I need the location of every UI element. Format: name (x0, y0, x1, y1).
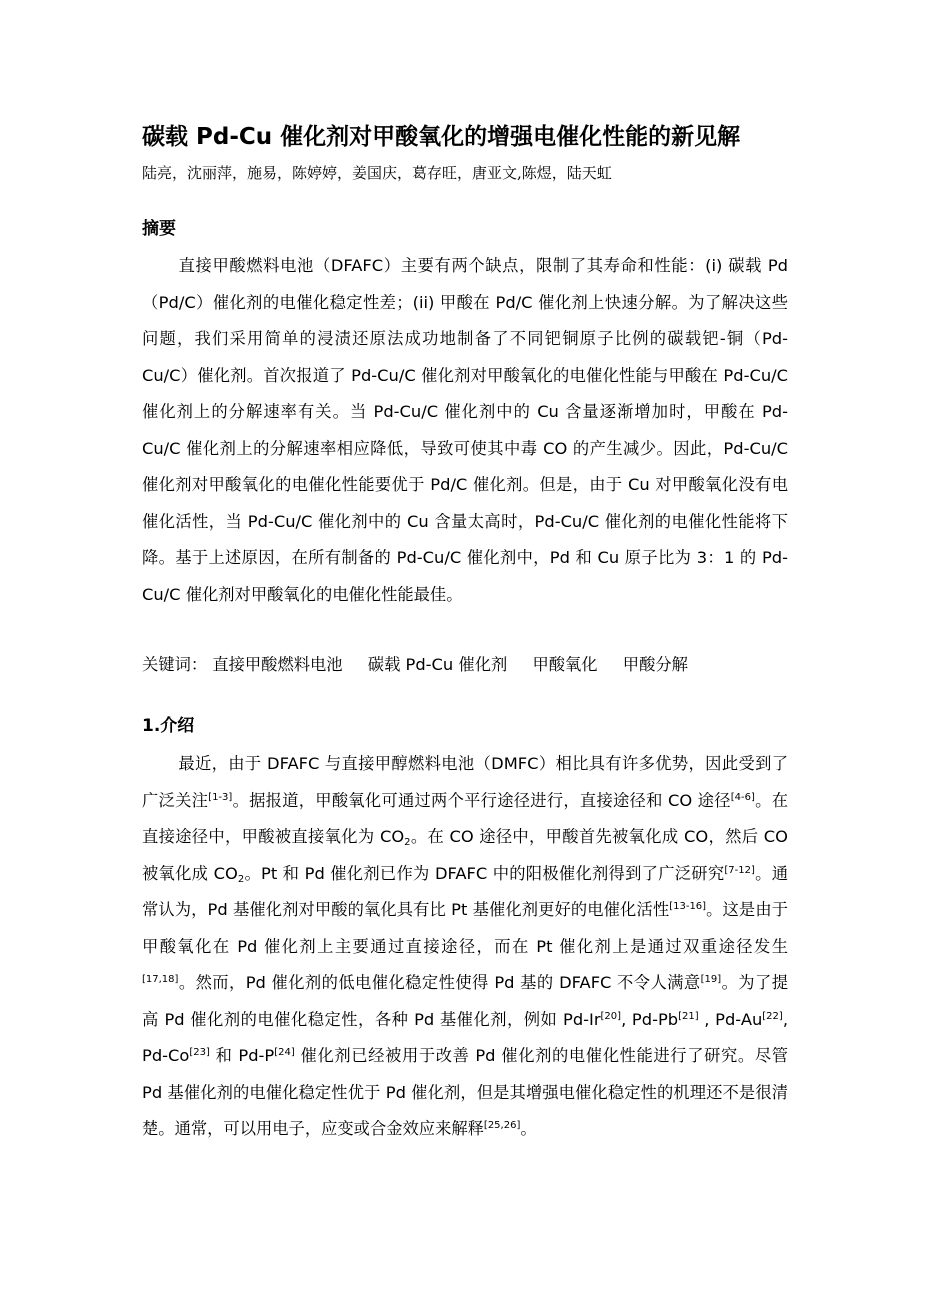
intro-text: 最近，由于 DFAFC 与直接甲醇燃料电池（DMFC）相比具有许多优势，因此受到了广泛关注 (142, 754, 788, 810)
keyword-item: 甲酸分解 (622, 655, 688, 674)
intro-text: 。据报道，甲酸氧化可通过两个平行途径进行，直接途径和 CO 途径 (232, 790, 731, 810)
keywords-line (142, 649, 788, 681)
citation: [1-3] (208, 791, 233, 803)
keyword-item: 碳载 Pd-Cu 催化剂 (367, 655, 508, 674)
keyword-item: 直接甲酸燃料电池 (212, 655, 343, 674)
intro-text: 。Pt 和 Pd 催化剂已作为 DFAFC 中的阳极催化剂得到了广泛研究 (244, 863, 725, 883)
intro-text: , Pd-Au (698, 1009, 763, 1029)
citation: [23] (189, 1047, 210, 1058)
citation: [4-6] (730, 791, 755, 803)
citation: [21] (678, 1010, 699, 1022)
intro-text: 催化剂已经被用于改善 Pd 催化剂的电催化性能进行了研究。尽管 Pd 基催化剂的电催化稳定性优于 Pd 催化剂，但是其增强电催化稳定性的机理还不是很清楚。通常，可以用电子，应变或合金效应来解释 (142, 1046, 788, 1138)
intro-heading: 1.介绍 (142, 716, 195, 736)
citation: [7-12] (724, 864, 755, 876)
intro-text: 。在 CO 途径中，甲酸首先被氧化成 CO，然后 CO 被氧化成 CO (142, 827, 788, 883)
citation: [24] (274, 1047, 295, 1058)
intro-body (142, 746, 788, 1148)
abstract-heading: 摘要 (142, 219, 176, 239)
intro-text: 。然而，Pd 催化剂的低电催化稳定性使得 Pd 基的 DFAFC 不令人满意 (178, 973, 701, 992)
intro-text: , Pd-Pb (621, 1009, 679, 1029)
intro-text: 。在直接途径中，甲酸被直接氧化为 CO (142, 790, 788, 846)
keywords-label: 关键词： (142, 655, 208, 674)
intro-text: 。 (520, 1119, 537, 1138)
intro-text: , Pd-Co (142, 1009, 788, 1065)
subscript: 2 (237, 873, 245, 885)
intro-text: 。为了提高 Pd 催化剂的电催化稳定性，各种 Pd 基催化剂，例如 Pd-Ir (142, 973, 788, 1029)
intro-text: 。通常认为，Pd 基催化剂对甲酸的氧化具有比 Pt 基催化剂更好的电催化活性 (142, 863, 788, 919)
keyword-item: 甲酸氧化 (532, 655, 598, 674)
abstract-text: 直接甲酸燃料电池（DFAFC）主要有两个缺点，限制了其寿命和性能：(i) 碳载 Pd（Pd/C）催化剂的电催化稳定性差；(ii) 甲酸在 Pd/C 催化剂上快速分解。为了解决这些问题，我们采用简单的浸渍还原法成功地制备了不同钯铜原子比例的碳载钯-铜（Pd-Cu/C）催化剂。首次报道了 Pd-Cu/C 催化剂对甲酸氧化的电催化性能与甲酸在 Pd-Cu/C 催化剂上的分解速率有关。当 Pd-Cu/C 催化剂中的 Cu 含量逐渐增加时，甲酸在 Pd-Cu/C 催化剂上的分解速率相应降低，导致可使其中毒 CO 的产生减少。因此，Pd-Cu/C 催化剂对甲酸氧化的电催化性能要优于 Pd/C 催化剂。但是，由于 Cu 对甲酸氧化没有电催化活性，当 Pd-Cu/C 催化剂中的 Cu 含量太高时，Pd-Cu/C 催化剂的电催化性能将下降。基于上述原因，在所有制备的 Pd-Cu/C 催化剂中，Pd 和 Cu 原子比为 3：1 的 Pd-Cu/C 催化剂对甲酸氧化的电催化性能最佳。 (142, 256, 788, 604)
citation: [17,18] (142, 974, 179, 985)
citation: [13-16] (669, 901, 707, 912)
author-list: 陆亮，沈丽萍，施易，陈婷婷，姜国庆，葛存旺，唐亚文,陈煜，陆天虹 (142, 164, 612, 182)
citation: [19] (700, 974, 722, 985)
citation: [25,26] (483, 1120, 521, 1131)
subscript: 2 (404, 837, 411, 848)
paper-title: 碳载 Pd-Cu 催化剂对甲酸氧化的增强电催化性能的新见解 (142, 124, 741, 150)
intro-text: 和 Pd-P (209, 1046, 275, 1065)
citation: [22] (762, 1010, 783, 1022)
citation: [20] (600, 1010, 622, 1022)
intro-text: 。这是由于甲酸氧化在 Pd 催化剂上主要通过直接途径，而在 Pt 催化剂上是通过双重途径发生 (142, 900, 788, 956)
abstract-body (142, 248, 788, 613)
